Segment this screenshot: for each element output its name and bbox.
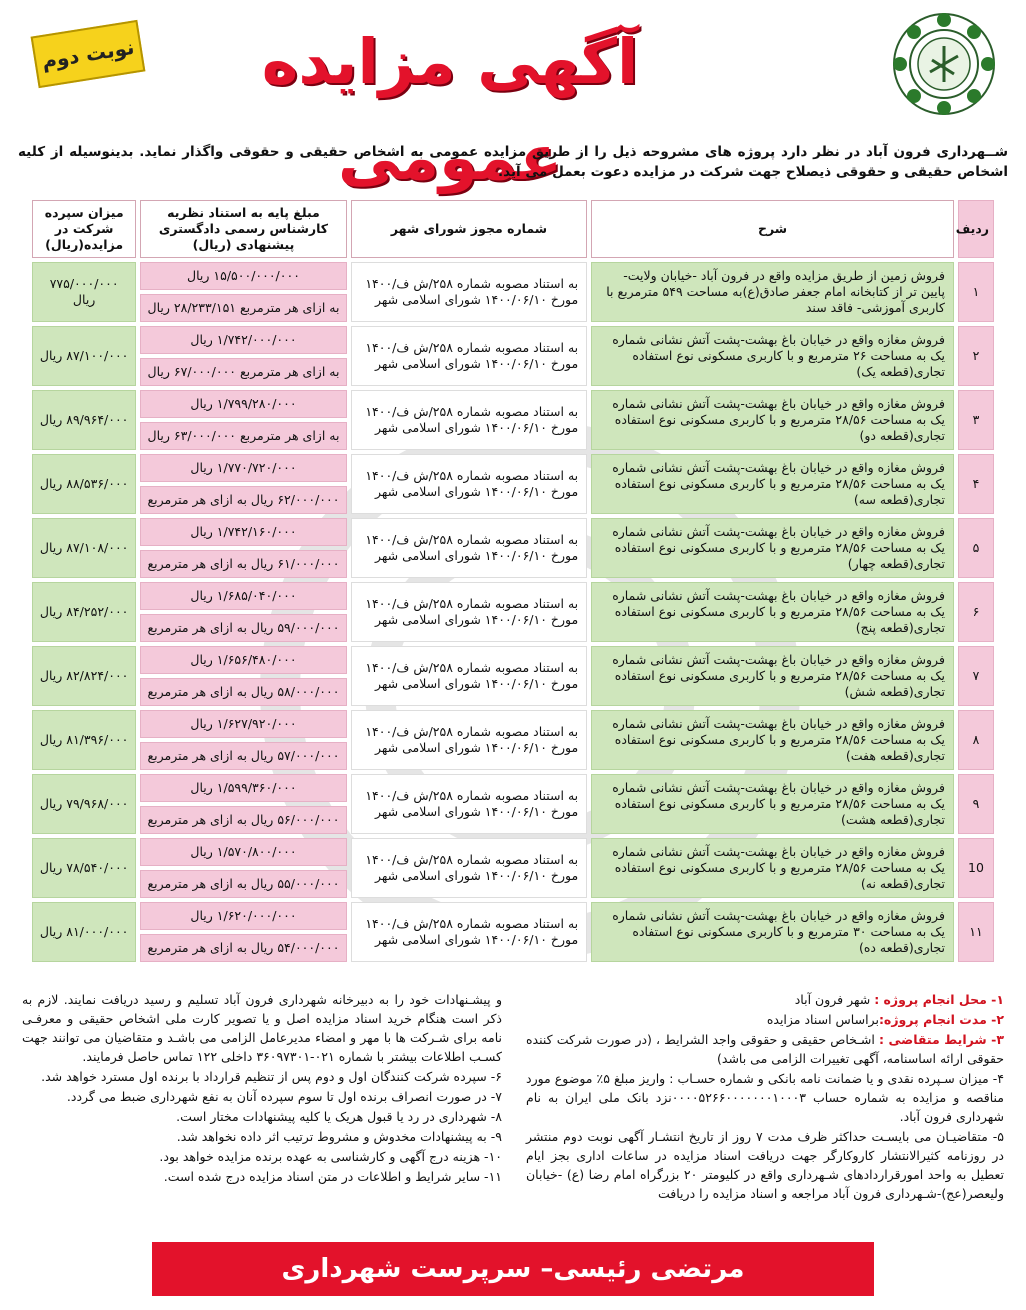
condition-7: ۷- در صورت انصراف برنده اول تا سوم سپرده آنان به نفع شهرداری ضبط می گردد. (66, 1089, 502, 1104)
row-price (140, 518, 346, 578)
row-price-unit: ۵۸/۰۰۰/۰۰۰ ریال به ازای هر مترمربع (140, 678, 346, 706)
table-row (32, 582, 994, 642)
table-row (32, 454, 994, 514)
table-row (32, 774, 994, 834)
page-title: آگهی مزایده عمومی (261, 25, 639, 194)
conditions-right-column (526, 990, 1004, 1204)
row-license: به استناد مصوبه شماره ۲۵۸/ش ف/۱۴۰۰ مورخ ۱۴۰۰/۰۶/۱۰ شورای اسلامی شهر (351, 774, 587, 834)
row-index: ۶ (958, 582, 994, 642)
row-index: 10 (958, 838, 994, 898)
row-index: ۷ (958, 646, 994, 706)
row-price (140, 838, 346, 898)
row-price-total: ۱/۶۲۰/۰۰۰/۰۰۰ ریال (140, 902, 346, 930)
row-price-total: ۱/۶۲۷/۹۲۰/۰۰۰ ریال (140, 710, 346, 738)
row-license: به استناد مصوبه شماره ۲۵۸/ش ف/۱۴۰۰ مورخ ۱۴۰۰/۰۶/۱۰ شورای اسلامی شهر (351, 838, 587, 898)
row-license: به استناد مصوبه شماره ۲۵۸/ش ف/۱۴۰۰ مورخ ۱۴۰۰/۰۶/۱۰ شورای اسلامی شهر (351, 390, 587, 450)
row-deposit: ۸۱/۳۹۶/۰۰۰ ریال (32, 710, 136, 770)
row-license: به استناد مصوبه شماره ۲۵۸/ش ف/۱۴۰۰ مورخ ۱۴۰۰/۰۶/۱۰ شورای اسلامی شهر (351, 262, 587, 322)
condition-5: ۵- متقاضیـان می بایسـت حداکثر ظرف مدت ۷ روز از تاریخ انتشـار آگهی نوبت دوم منتشر در روزنامه کثیرالانتشار کاروکارگر جهت دریافت اسناد مزایده در ساعات اداری بجز ایام تعطیل به واحد امورقراردادهای شـهرداری واقع در کلیومتر ۲۰ بزرگراه امام رضا (ع) -خیابان ولیعصر(عج)-شـهرداری فرون آباد مراجعه و اسناد مزایده را دریافت (526, 1129, 1004, 1201)
row-price-unit: به ازای هر مترمربع ۲۸/۲۳۳/۱۵۱ ریال (140, 294, 346, 322)
row-price-unit: ۵۴/۰۰۰/۰۰۰ ریال به ازای هر مترمربع (140, 934, 346, 962)
row-price-total: ۱/۶۸۵/۰۴۰/۰۰۰ ریال (140, 582, 346, 610)
row-description: فروش مغازه واقع در خیابان باغ بهشت-پشت آتش نشانی شماره یک به مساحت ۳۰ مترمربع و با کاربری مسکونی نوع استفاده تجاری(قطعه ده) (591, 902, 954, 962)
condition-8: ۸- شهرداری در رد یا قبول هریک یا کلیه پیشنهادات مختار است. (176, 1109, 502, 1124)
row-license: به استناد مصوبه شماره ۲۵۸/ش ف/۱۴۰۰ مورخ ۱۴۰۰/۰۶/۱۰ شورای اسلامی شهر (351, 326, 587, 386)
row-index: ۳ (958, 390, 994, 450)
row-price (140, 902, 346, 962)
row-price (140, 454, 346, 514)
row-license: به استناد مصوبه شماره ۲۵۸/ش ف/۱۴۰۰ مورخ ۱۴۰۰/۰۶/۱۰ شورای اسلامی شهر (351, 582, 587, 642)
auction-table (28, 196, 998, 976)
condition-1: ۱- محل انجام پروژه : شهر فرون آباد (794, 992, 1004, 1007)
row-license: به استناد مصوبه شماره ۲۵۸/ش ف/۱۴۰۰ مورخ ۱۴۰۰/۰۶/۱۰ شورای اسلامی شهر (351, 518, 587, 578)
condition-9: ۹- به پیشنهادات مخدوش و مشروط ترتیب اثر داده نخواهد شد. (176, 1129, 502, 1144)
municipality-logo-icon (892, 12, 996, 116)
table-row (32, 902, 994, 962)
row-description: فروش مغازه واقع در خیابان باغ بهشت-پشت آتش نشانی شماره یک به مساحت ۲۸/۵۶ مترمربع و با کاربری مسکونی نوع استفاده تجاری(قطعه سه) (591, 454, 954, 514)
row-price (140, 646, 346, 706)
row-license: به استناد مصوبه شماره ۲۵۸/ش ف/۱۴۰۰ مورخ ۱۴۰۰/۰۶/۱۰ شورای اسلامی شهر (351, 454, 587, 514)
row-deposit: ۸۲/۸۲۴/۰۰۰ ریال (32, 646, 136, 706)
row-price-total: ۱/۷۹۹/۲۸۰/۰۰۰ ریال (140, 390, 346, 418)
condition-5-cont: و پیشـنهادات خود را به دبیرخانه شهرداری فرون آباد تسلیم و رسید دریافت نمایند. لازم به ذکر است هنگام خرید اسناد مزایده اصل و یا تصویر کارت ملی اشخاص حقیقی و معرفـی نامه برای شـرکت ها با مهر و امضاء مدیرعامل الزامی می باشـد و متقاضیان می توانند جهت کسـب اطلاعات بیشتر با شماره ۰۲۱-۳۶۰۹۷۳۰۱ داخلی ۱۲۲ تماس حاصل فرمایند. (22, 992, 502, 1064)
row-deposit: ۸۷/۱۰۰/۰۰۰ ریال (32, 326, 136, 386)
row-deposit: ۷۸/۵۴۰/۰۰۰ ریال (32, 838, 136, 898)
row-index: ۱ (958, 262, 994, 322)
condition-6: ۶- سپرده شرکت کنندگان اول و دوم پس از تنظیم قرارداد با برنده اول مسترد خواهد شد. (41, 1069, 502, 1084)
row-description: فروش مغازه واقع در خیابان باغ بهشت-پشت آتش نشانی شماره یک به مساحت ۲۶ مترمربع و با کاربری مسکونی نوع استفاده تجاری(قطعه یک) (591, 326, 954, 386)
row-price-unit: ۶۲/۰۰۰/۰۰۰ ریال به ازای هر مترمربع (140, 486, 346, 514)
row-index: ۹ (958, 774, 994, 834)
row-deposit: ۸۴/۲۵۲/۰۰۰ ریال (32, 582, 136, 642)
row-description: فروش مغازه واقع در خیابان باغ بهشت-پشت آتش نشانی شماره یک به مساحت ۲۸/۵۶ مترمربع و با کاربری مسکونی نوع استفاده تجاری(قطعه هشت) (591, 774, 954, 834)
table-row (32, 326, 994, 386)
row-price-total: ۱/۷۴۲/۰۰۰/۰۰۰ ریال (140, 326, 346, 354)
row-description: فروش مغازه واقع در خیابان باغ بهشت-پشت آتش نشانی شماره یک به مساحت ۲۸/۵۶ مترمربع و با کاربری مسکونی نوع استفاده تجاری(قطعه هفت) (591, 710, 954, 770)
row-index: ۴ (958, 454, 994, 514)
row-index: ۱۱ (958, 902, 994, 962)
row-price-unit: به ازای هر مترمربع ۶۷/۰۰۰/۰۰۰ ریال (140, 358, 346, 386)
row-price-total: ۱/۷۴۲/۱۶۰/۰۰۰ ریال (140, 518, 346, 546)
row-price-total: ۱/۷۷۰/۷۲۰/۰۰۰ ریال (140, 454, 346, 482)
row-price (140, 774, 346, 834)
row-price-unit: به ازای هر مترمربع ۶۳/۰۰۰/۰۰۰ ریال (140, 422, 346, 450)
row-price-unit: ۵۷/۰۰۰/۰۰۰ ریال به ازای هر مترمربع (140, 742, 346, 770)
row-description: فروش مغازه واقع در خیابان باغ بهشت-پشت آتش نشانی شماره یک به مساحت ۲۸/۵۶ مترمربع و با کاربری مسکونی نوع استفاده تجاری(قطعه دو) (591, 390, 954, 450)
row-price (140, 326, 346, 386)
condition-4: ۴- میزان سـپرده نقدی و یا ضمانت نامه بانکی و شماره حسـاب : واریز مبلغ ۵٪ موضوع مورد مناقصه و مزایده به شماره حساب ۰۰۰۰۵۲۶۶۰۰۰۰۰۰۰۱۰۰۰۳نزد بانک ملی ایران به نام شهرداری فرون آباد. (526, 1071, 1004, 1124)
condition-10: ۱۰- هزینه درج آگهی و کارشناسی به عهده برنده مزایده خواهد بود. (159, 1149, 502, 1164)
row-price-unit: ۵۶/۰۰۰/۰۰۰ ریال به ازای هر مترمربع (140, 806, 346, 834)
row-description: فروش مغازه واقع در خیابان باغ بهشت-پشت آتش نشانی شماره یک به مساحت ۲۸/۵۶ مترمربع و با کاربری مسکونی نوع استفاده تجاری(قطعه چهار) (591, 518, 954, 578)
row-index: ۵ (958, 518, 994, 578)
row-price (140, 710, 346, 770)
row-license: به استناد مصوبه شماره ۲۵۸/ش ف/۱۴۰۰ مورخ ۱۴۰۰/۰۶/۱۰ شورای اسلامی شهر (351, 902, 587, 962)
row-price-total: ۱/۵۹۹/۳۶۰/۰۰۰ ریال (140, 774, 346, 802)
row-description: فروش مغازه واقع در خیابان باغ بهشت-پشت آتش نشانی شماره یک به مساحت ۲۸/۵۶ مترمربع و با کاربری مسکونی نوع استفاده تجاری(قطعه پنج) (591, 582, 954, 642)
row-price-total: ۱/۵۷۰/۸۰۰/۰۰۰ ریال (140, 838, 346, 866)
condition-2: ۲- مدت انجام پروژه:براساس اسناد مزایده (766, 1012, 1004, 1027)
table-row (32, 710, 994, 770)
row-price (140, 262, 346, 322)
row-deposit: ۷۹/۹۶۸/۰۰۰ ریال (32, 774, 136, 834)
header-description: شرح (591, 200, 954, 258)
table-row (32, 646, 994, 706)
row-price-total: ۱/۶۵۶/۴۸۰/۰۰۰ ریال (140, 646, 346, 674)
table-row (32, 518, 994, 578)
row-price (140, 582, 346, 642)
row-price-unit: ۶۱/۰۰۰/۰۰۰ ریال به ازای هر مترمربع (140, 550, 346, 578)
header-deposit: میزان سپرده شرکت در مزایده(ریال) (32, 200, 136, 258)
row-price-total: ۱۵/۵۰۰/۰۰۰/۰۰۰ ریال (140, 262, 346, 290)
header-index: ردیف (958, 200, 994, 258)
row-description: فروش مغازه واقع در خیابان باغ بهشت-پشت آتش نشانی شماره یک به مساحت ۲۸/۵۶ مترمربع و با کاربری مسکونی نوع استفاده تجاری(قطعه نه) (591, 838, 954, 898)
row-deposit: ۸۷/۱۰۸/۰۰۰ ریال (32, 518, 136, 578)
row-deposit: ۸۸/۵۳۶/۰۰۰ ریال (32, 454, 136, 514)
row-license: به استناد مصوبه شماره ۲۵۸/ش ف/۱۴۰۰ مورخ ۱۴۰۰/۰۶/۱۰ شورای اسلامی شهر (351, 646, 587, 706)
condition-3: ۳- شرایط متقاضی : اشـخاص حقیقی و حقوقی واجد الشرایط ، (در صورت شرکت کننده حقوقی ارائه اساسنامه، آگهی تغییرات الزامی می باشد) (526, 1032, 1005, 1066)
row-price (140, 390, 346, 450)
row-description: فروش مغازه واقع در خیابان باغ بهشت-پشت آتش نشانی شماره یک به مساحت ۲۸/۵۶ مترمربع و با کاربری مسکونی نوع استفاده تجاری(قطعه شش) (591, 646, 954, 706)
row-deposit: ۷۷۵/۰۰۰/۰۰۰ ریال (32, 262, 136, 322)
row-price-unit: ۵۹/۰۰۰/۰۰۰ ریال به ازای هر مترمربع (140, 614, 346, 642)
row-deposit: ۸۹/۹۶۴/۰۰۰ ریال (32, 390, 136, 450)
intro-paragraph: شــهرداری فرون آباد در نظر دارد پروژه های مشروحه ذیل را از طریق مزایده عمومی به اشخاص حقیقی و حقوقی واگذار نماید. بدینوسیله از کلیه اشخاص حقیقی و حقوقی ذیصلاح جهت شرکت در مزایده دعوت بعمل می آید. (18, 144, 1008, 180)
header-base-price: مبلغ پایه به استناد نظریه کارشناس رسمی دادگستری پیشنهادی (ریال) (140, 200, 346, 258)
conditions-section (22, 990, 1004, 1234)
conditions-left-column (22, 990, 502, 1187)
table-row (32, 838, 994, 898)
header-license: شماره مجوز شورای شهر (351, 200, 587, 258)
row-index: ۲ (958, 326, 994, 386)
edition-badge: نوبت دوم (31, 20, 146, 88)
row-deposit: ۸۱/۰۰۰/۰۰۰ ریال (32, 902, 136, 962)
row-license: به استناد مصوبه شماره ۲۵۸/ش ف/۱۴۰۰ مورخ ۱۴۰۰/۰۶/۱۰ شورای اسلامی شهر (351, 710, 587, 770)
condition-11: ۱۱- سایر شرایط و اطلاعات در متن اسناد مزایده درج شده است. (163, 1169, 502, 1184)
row-description: فروش زمین از طریق مزایده واقع در فرون آباد -خیابان ولایت- پایین تر از کتابخانه امام جعفر صادق(ع)به مساحت ۵۴۹ مترمربع با کاربری آموزشی- فاقد سند (591, 262, 954, 322)
row-index: ۸ (958, 710, 994, 770)
signature-footer: مرتضی رئیسی– سرپرست شهرداری (152, 1242, 874, 1296)
table-row (32, 262, 994, 322)
table-row (32, 390, 994, 450)
row-price-unit: ۵۵/۰۰۰/۰۰۰ ریال به ازای هر مترمربع (140, 870, 346, 898)
